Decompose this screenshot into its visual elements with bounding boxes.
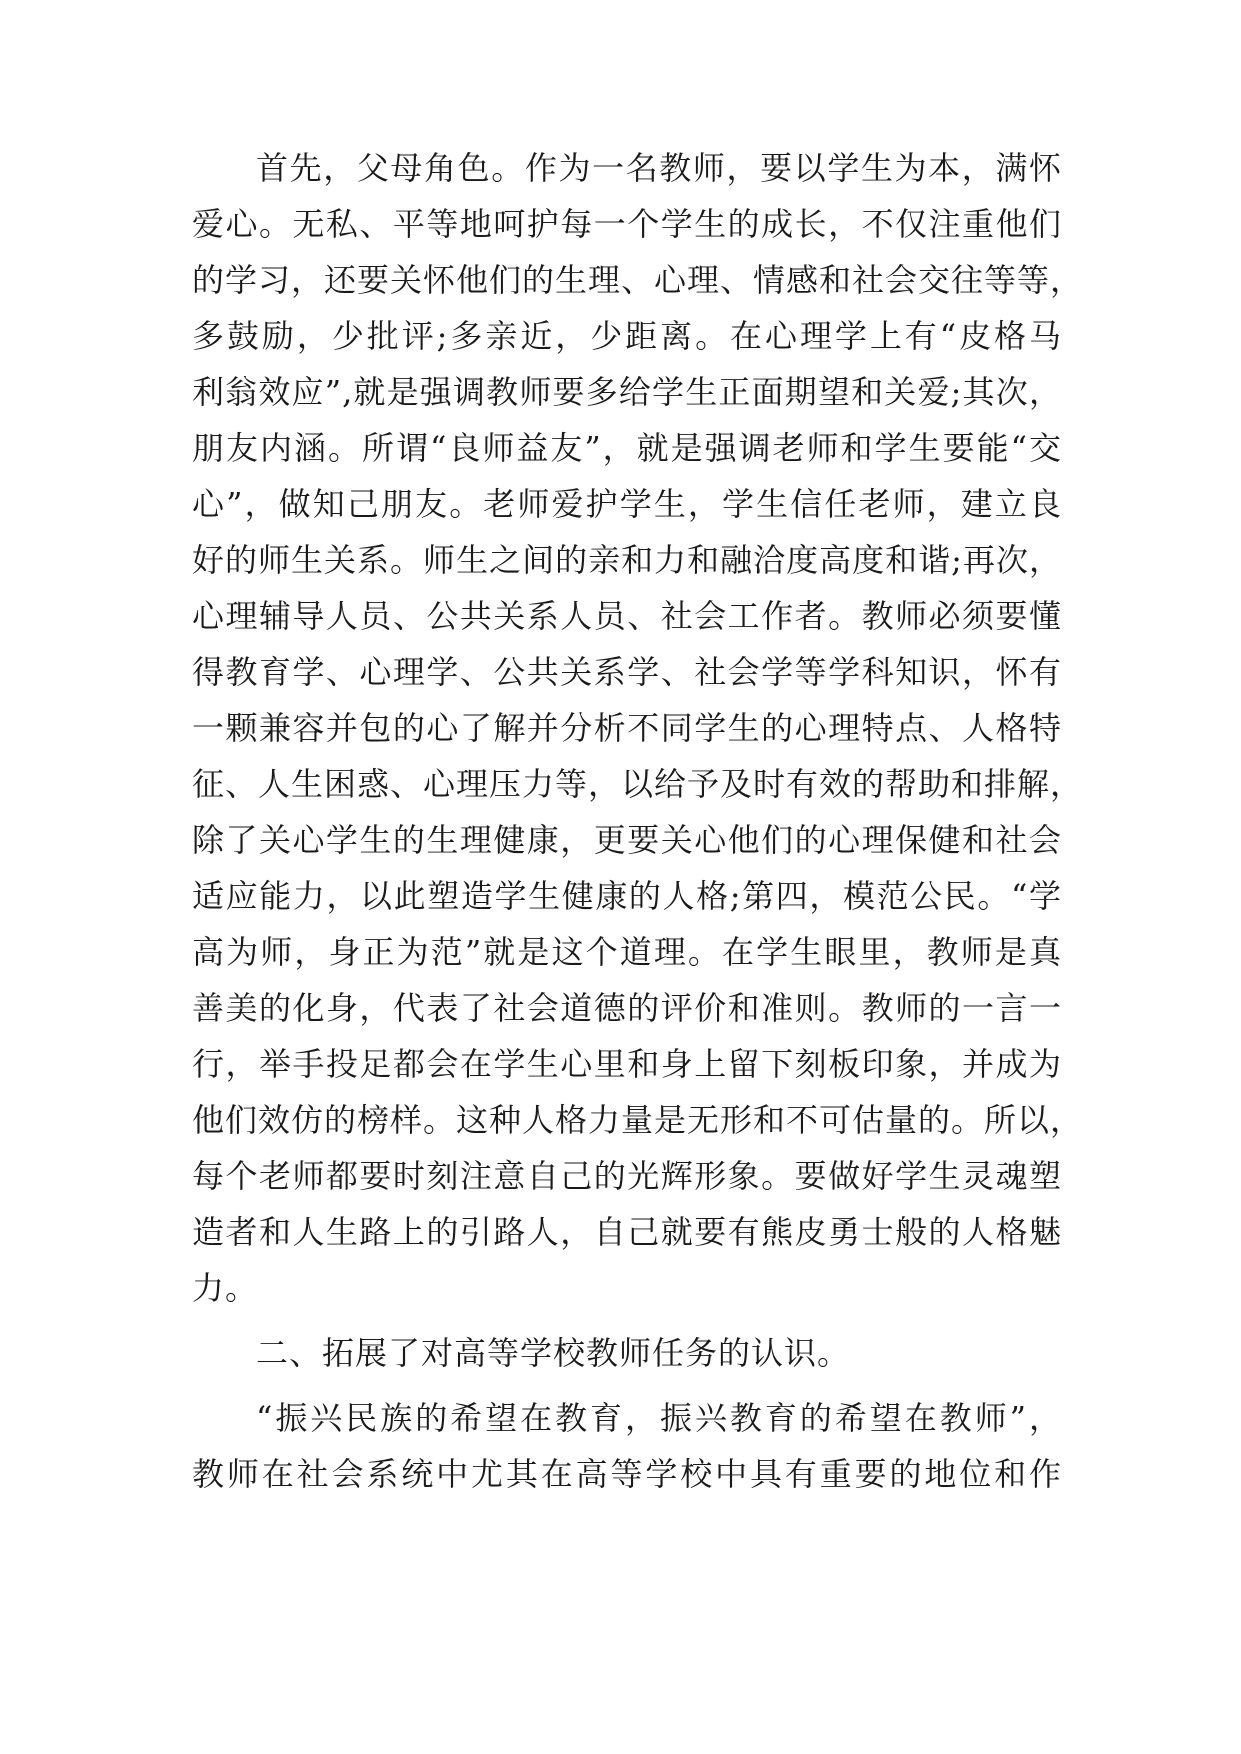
paragraph-line-1: 首先，父母角色。作为一名教师，要以学生为本，满怀 bbox=[256, 149, 1062, 187]
paragraph-line-6: 朋友内涵。所谓“良师益友”，就是强调老师和学生要能“交 bbox=[192, 429, 1062, 467]
paragraph-line-12: 征、人生困惑、心理压力等，以给予及时有效的帮助和排解， bbox=[192, 765, 1084, 803]
paragraph-line-19: 每个老师都要时刻注意自己的光辉形象。要做好学生灵魂塑 bbox=[192, 1157, 1062, 1195]
paragraph-line-23: 教师在社会系统中尤其在高等学校中具有重要的地位和作 bbox=[192, 1455, 1062, 1493]
paragraph-line-15: 高为师，身正为范”就是这个道理。在学生眼里，教师是真 bbox=[192, 933, 1062, 971]
paragraph-line-17: 行，举手投足都会在学生心里和身上留下刻板印象，并成为 bbox=[192, 1045, 1062, 1083]
section-heading: 二、拓展了对高等学校教师任务的认识。 bbox=[256, 1334, 851, 1372]
paragraph-line-5: 利翁效应”,就是强调教师要多给学生正面期望和关爱;其次， bbox=[192, 373, 1062, 411]
paragraph-line-7: 心”，做知己朋友。老师爱护学生，学生信任老师，建立良 bbox=[192, 485, 1062, 523]
paragraph-line-9: 心理辅导人员、公共关系人员、社会工作者。教师必须要懂 bbox=[192, 597, 1062, 635]
paragraph-line-2: 爱心。无私、平等地呵护每一个学生的成长，不仅注重他们 bbox=[192, 205, 1062, 243]
paragraph-line-3: 的学习，还要关怀他们的生理、心理、情感和社会交往等等， bbox=[192, 261, 1084, 299]
paragraph-line-14: 适应能力，以此塑造学生健康的人格;第四，模范公民。“学 bbox=[192, 877, 1062, 915]
paragraph-line-11: 一颗兼容并包的心了解并分析不同学生的心理特点、人格特 bbox=[192, 709, 1062, 747]
paragraph-line-8: 好的师生关系。师生之间的亲和力和融洽度高度和谐;再次， bbox=[192, 541, 1062, 579]
paragraph-line-16: 善美的化身，代表了社会道德的评价和准则。教师的一言一 bbox=[192, 989, 1062, 1027]
paragraph-line-22: “振兴民族的希望在教育，振兴教育的希望在教师”， bbox=[256, 1399, 1062, 1437]
paragraph-line-21: 力。 bbox=[192, 1269, 259, 1307]
paragraph-line-13: 除了关心学生的生理健康，更要关心他们的心理保健和社会 bbox=[192, 821, 1062, 859]
paragraph-line-10: 得教育学、心理学、公共关系学、社会学等学科知识，怀有 bbox=[192, 653, 1062, 691]
paragraph-line-4: 多鼓励，少批评;多亲近，少距离。在心理学上有“皮格马 bbox=[192, 317, 1062, 355]
paragraph-line-18: 他们效仿的榜样。这种人格力量是无形和不可估量的。所以， bbox=[192, 1101, 1084, 1139]
paragraph-line-20: 造者和人生路上的引路人，自己就要有熊皮勇士般的人格魅 bbox=[192, 1213, 1062, 1251]
